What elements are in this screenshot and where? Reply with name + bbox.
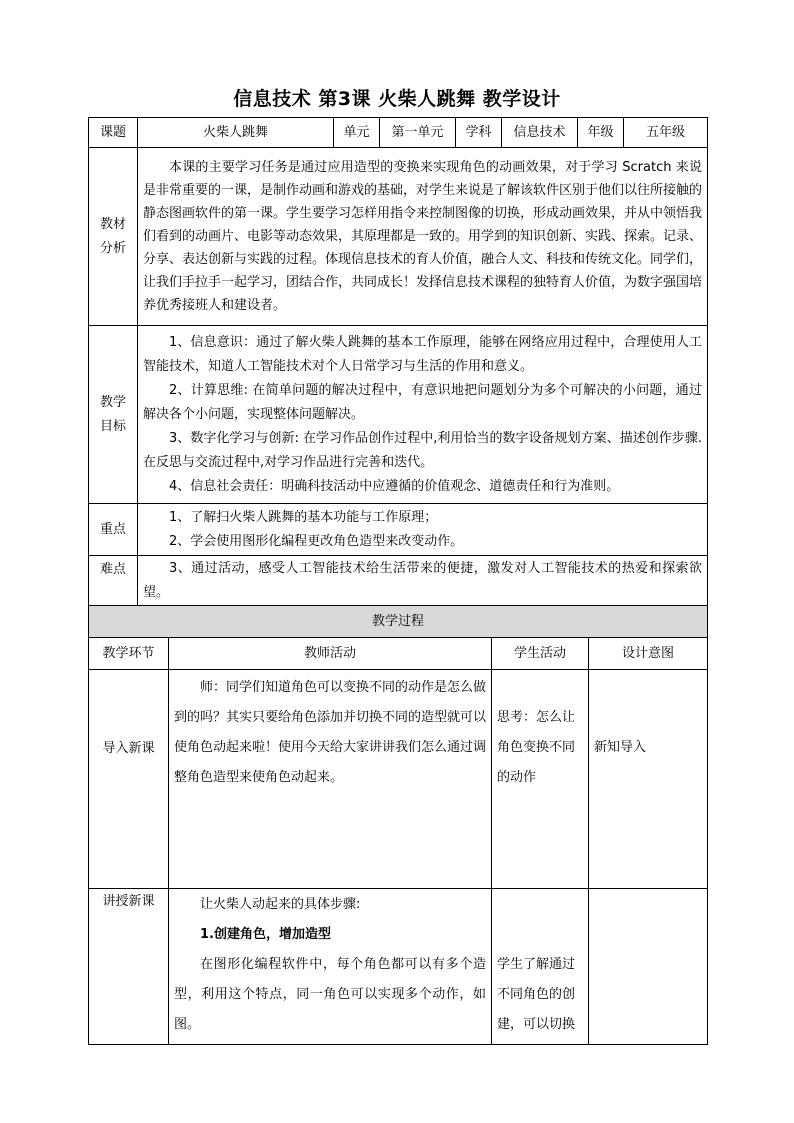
teacher-activity-cell <box>169 670 492 889</box>
step-heading: 1.创建角色，增加造型 <box>200 927 331 942</box>
analysis-label <box>89 148 138 326</box>
step-text: 在图形化编程软件中，每个角色都可以有多个造型，利用这个特点，同一角色可以实现多个动作，如图。 <box>174 957 486 1032</box>
design-intent-cell <box>589 889 708 1045</box>
subject-label: 学科 <box>456 118 502 148</box>
column-header: 设计意图 <box>589 638 708 670</box>
goals-label <box>89 326 138 504</box>
key-point-item: 2、学会使用图形化编程更改角色造型来改变动作。 <box>169 533 464 549</box>
teacher-activity-cell <box>169 889 492 1045</box>
unit-label: 单元 <box>334 118 380 148</box>
topic-value: 火柴人跳舞 <box>138 118 334 148</box>
lesson-info-table <box>88 117 708 606</box>
stage-cell: 讲授新课 <box>89 889 169 1045</box>
goals-label-line1: 教学 <box>99 394 126 410</box>
grade-value: 五年级 <box>624 118 708 148</box>
student-activity-cell: 学生了解通过不同角色的创建，可以切换 <box>492 889 589 1045</box>
grade-label: 年级 <box>578 118 624 148</box>
steps-intro: 让火柴人动起来的具体步骤: <box>200 897 361 912</box>
topic-label: 课题 <box>89 118 138 148</box>
column-header: 学生活动 <box>492 638 589 670</box>
student-activity-cell: 思考：怎么让角色变换不同的动作 <box>492 670 589 889</box>
key-points-label: 重点 <box>89 504 138 556</box>
document-title: 信息技术 第3课 火柴人跳舞 教学设计 <box>233 88 561 110</box>
stage-cell: 导入新课 <box>89 670 169 889</box>
goals-cell <box>138 326 708 504</box>
teacher-activity-text: 师：同学们知道角色可以变换不同的动作是怎么做到的吗？其实只要给角色添加并切换不同的造型就可以使角色动起来啦！使用今天给大家讲讲我们怎么通过调整角色造型来使角色动起来。 <box>174 680 487 785</box>
column-header: 教师活动 <box>169 638 492 670</box>
key-points-cell <box>138 504 708 556</box>
key-point-item: 1、了解扫火柴人跳舞的基本功能与工作原理； <box>169 509 438 525</box>
column-header: 教学环节 <box>89 638 169 670</box>
process-header: 教学过程 <box>89 606 708 638</box>
analysis-cell <box>138 148 708 326</box>
process-table <box>88 605 708 1045</box>
difficulty-label: 难点 <box>89 556 138 606</box>
goal-item: 4、信息社会责任：明确科技活动中应遵循的价值观念、道德责任和行为准则。 <box>169 478 620 494</box>
difficulty-text: 3、通过活动，感受人工智能技术给生活带来的便捷，激发对人工智能技术的热爱和探索欲望。 <box>143 560 702 600</box>
goal-item: 1、信息意识：通过了解火柴人跳舞的基本工作原理，能够在网络应用过程中，合理使用人工智能技术，知道人工智能技术对个人日常学习与生活的作用和意义。 <box>143 334 702 374</box>
goal-item: 2、计算思维: 在简单问题的解决过程中，有意识地把问题划分为多个可解决的小问题，通过解决各个小问题，实现整体问题解决。 <box>143 382 702 422</box>
analysis-label-line1: 教材 <box>99 216 126 232</box>
analysis-text: 本课的主要学习任务是通过应用造型的变换来实现角色的动画效果，对于学习 Scratch 来说是非常重要的一课，是制作动画和游戏的基础，对学生来说是了解该软件区别于他们以往所接触的静态图画软件的第一课。学生要学习怎样用指令来控制图像的切换，形成动画效果，并从中领悟我们看到的动画片、电影等动态效果，其原理都是一致的。用学到的知识创新、实践、探索。记录、分享、表达创新与实践的过程。体现信息技术的育人价值，融合人文、科技和传统文化。同学们，让我们手拉手一起学习，团结合作，共同成长！发择信息技术课程的独特育人价值，为数字强国培养优秀接班人和建设者。 <box>143 160 703 313</box>
difficulty-cell <box>138 556 708 606</box>
unit-value: 第一单元 <box>380 118 456 148</box>
goal-item: 3、数字化学习与创新: 在学习作品创作过程中,利用恰当的数字设备规划方案、描述创作步骤.在反思与交流过程中,对学习作品进行完善和迭代。 <box>143 430 702 470</box>
analysis-label-line2: 分析 <box>99 240 126 256</box>
design-intent-cell: 新知导入 <box>589 670 708 889</box>
goals-label-line2: 目标 <box>99 418 126 434</box>
subject-value: 信息技术 <box>502 118 578 148</box>
